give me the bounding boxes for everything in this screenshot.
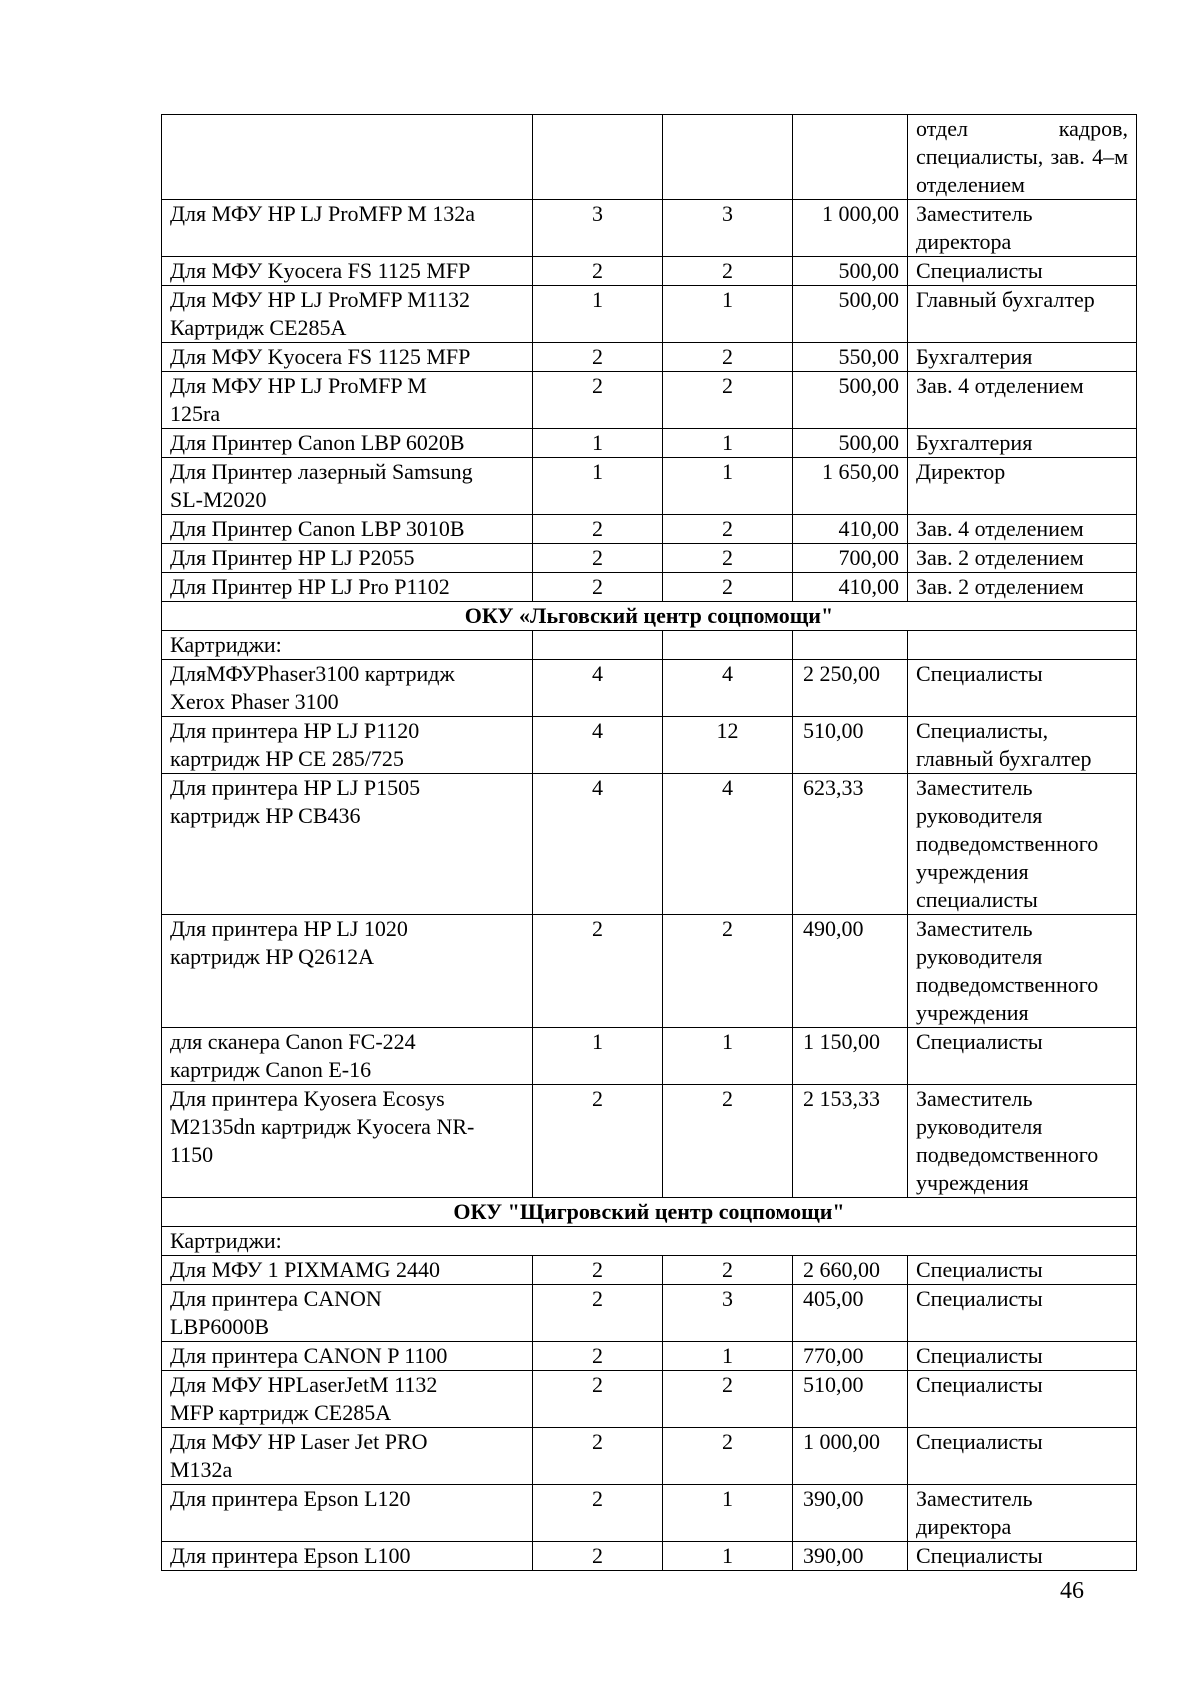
quantity-2-cell: 12: [663, 717, 793, 774]
item-name-cell: [162, 115, 533, 200]
quantity-cell: 2: [533, 915, 663, 1028]
price-cell: 500,00: [793, 372, 908, 429]
quantity-cell: [533, 115, 663, 200]
quantity-2-cell: 2: [663, 257, 793, 286]
table-row: [162, 429, 1137, 458]
quantity-2-cell: 3: [663, 1285, 793, 1342]
item-name-cell: Для принтера CANON LBP6000B: [162, 1285, 533, 1342]
item-name-cell: Для МФУ Kyocera FS 1125 MFP: [162, 257, 533, 286]
section-heading-row: [162, 1198, 1137, 1227]
recipient-cell: Специалисты: [908, 257, 1137, 286]
price-cell: 770,00: [793, 1342, 908, 1371]
price-cell: 500,00: [793, 429, 908, 458]
price-cell: 510,00: [793, 1371, 908, 1428]
price-cell: 510,00: [793, 717, 908, 774]
table-row: [162, 1428, 1137, 1485]
item-name-cell: Для МФУ HP LJ ProMFP M1132 Картридж CE285A: [162, 286, 533, 343]
item-name-cell: Для МФУ HP LJ ProMFP M 125ra: [162, 372, 533, 429]
price-cell: 550,00: [793, 343, 908, 372]
table-row: [162, 1371, 1137, 1428]
quantity-cell: 3: [533, 200, 663, 257]
quantity-2-cell: 1: [663, 286, 793, 343]
quantity-cell: 2: [533, 343, 663, 372]
price-cell: 500,00: [793, 257, 908, 286]
price-cell: 490,00: [793, 915, 908, 1028]
price-cell: 410,00: [793, 573, 908, 602]
table-row: [162, 544, 1137, 573]
price-cell: 2 660,00: [793, 1256, 908, 1285]
quantity-2-cell: 2: [663, 544, 793, 573]
quantity-2-cell: [663, 115, 793, 200]
price-cell: 700,00: [793, 544, 908, 573]
price-cell: 390,00: [793, 1485, 908, 1542]
recipient-cell: Зав. 2 отделением: [908, 573, 1137, 602]
quantity-2-cell: 3: [663, 200, 793, 257]
quantity-cell: 1: [533, 1028, 663, 1085]
quantity-2-cell: 2: [663, 1428, 793, 1485]
quantity-cell: 2: [533, 1285, 663, 1342]
quantity-cell: 4: [533, 774, 663, 915]
price-cell: 1 650,00: [793, 458, 908, 515]
recipient-cell: Специалисты: [908, 1342, 1137, 1371]
item-name-cell: Для принтера CANON P 1100: [162, 1342, 533, 1371]
table-row: [162, 1256, 1137, 1285]
table-row: [162, 1028, 1137, 1085]
table-row: [162, 774, 1137, 915]
item-name-cell: Для Принтер HP LJ P2055: [162, 544, 533, 573]
table-row: [162, 1285, 1137, 1342]
section-heading: ОКУ "Щигровский центр соцпомощи": [162, 1198, 1137, 1227]
price-cell: 1 150,00: [793, 1028, 908, 1085]
quantity-cell: 2: [533, 257, 663, 286]
item-name-cell: ДляМФУPhaser3100 картридж Xerox Phaser 3100: [162, 660, 533, 717]
item-name-cell: Для Принтер HP LJ Pro P1102: [162, 573, 533, 602]
quantity-cell: 2: [533, 372, 663, 429]
quantity-2-cell: 1: [663, 1542, 793, 1571]
quantity-cell: 1: [533, 429, 663, 458]
item-name-cell: Для принтера Kyosera Ecosys M2135dn картридж Kyocera NR- 1150: [162, 1085, 533, 1198]
recipient-cell: Директор: [908, 458, 1137, 515]
table-row: [162, 257, 1137, 286]
price-cell: [793, 115, 908, 200]
item-name-cell: Для МФУ HPLaserJetM 1132 MFP картридж CE285A: [162, 1371, 533, 1428]
quantity-cell: 4: [533, 660, 663, 717]
recipient-cell: Специалисты: [908, 1542, 1137, 1571]
item-name-cell: Для принтера HP LJ 1020 картридж HP Q2612A: [162, 915, 533, 1028]
recipient-cell: [908, 631, 1137, 660]
quantity-2-cell: 1: [663, 1028, 793, 1085]
cartridge-table: [161, 114, 1137, 1571]
table-row: [162, 1085, 1137, 1198]
recipient-cell: Специалисты: [908, 1256, 1137, 1285]
quantity-2-cell: 2: [663, 515, 793, 544]
quantity-2-cell: 1: [663, 1485, 793, 1542]
price-cell: 2 153,33: [793, 1085, 908, 1198]
price-cell: 2 250,00: [793, 660, 908, 717]
quantity-2-cell: 2: [663, 1256, 793, 1285]
quantity-2-cell: 4: [663, 660, 793, 717]
quantity-2-cell: 2: [663, 343, 793, 372]
item-name-cell: Для МФУ Kyocera FS 1125 MFP: [162, 343, 533, 372]
table-row: [162, 1485, 1137, 1542]
recipient-cell: Заместитель руководителя подведомственного учреждения специалисты: [908, 774, 1137, 915]
quantity-2-cell: 1: [663, 1342, 793, 1371]
table-row: [162, 115, 1137, 200]
quantity-2-cell: 2: [663, 1371, 793, 1428]
item-name-cell: Для МФУ 1 PIXMAMG 2440: [162, 1256, 533, 1285]
item-name-cell: Для принтера Epson L120: [162, 1485, 533, 1542]
recipient-cell: Бухгалтерия: [908, 343, 1137, 372]
recipient-cell: Специалисты: [908, 1028, 1137, 1085]
table-body: [162, 115, 1137, 1571]
price-cell: 500,00: [793, 286, 908, 343]
quantity-2-cell: 1: [663, 429, 793, 458]
item-name-cell: Для Принтер Canon LBP 3010B: [162, 515, 533, 544]
item-name-cell: Для Принтер Canon LBP 6020B: [162, 429, 533, 458]
page-number: 46: [1060, 1578, 1084, 1604]
quantity-cell: 2: [533, 573, 663, 602]
recipient-cell: Зав. 4 отделением: [908, 515, 1137, 544]
section-heading: ОКУ «Льговский центр соцпомощи": [162, 602, 1137, 631]
table-row: [162, 1542, 1137, 1571]
table-row: [162, 343, 1137, 372]
recipient-cell: Зав. 4 отделением: [908, 372, 1137, 429]
table-row: [162, 458, 1137, 515]
price-cell: 390,00: [793, 1542, 908, 1571]
category-row: [162, 1227, 1137, 1256]
price-cell: 1 000,00: [793, 200, 908, 257]
price-cell: [793, 631, 908, 660]
table-row: [162, 1342, 1137, 1371]
table-row: [162, 660, 1137, 717]
item-name-cell: Для Принтер лазерный Samsung SL-M2020: [162, 458, 533, 515]
price-cell: 623,33: [793, 774, 908, 915]
quantity-2-cell: 2: [663, 1085, 793, 1198]
recipient-cell: Заместитель руководителя подведомственного учреждения: [908, 915, 1137, 1028]
quantity-cell: 2: [533, 1485, 663, 1542]
quantity-cell: 1: [533, 458, 663, 515]
price-cell: 410,00: [793, 515, 908, 544]
quantity-2-cell: [663, 631, 793, 660]
item-name-cell: Для МФУ HP Laser Jet PRO M132a: [162, 1428, 533, 1485]
quantity-cell: 2: [533, 1085, 663, 1198]
recipient-cell: Заместитель директора: [908, 1485, 1137, 1542]
recipient-cell: Зав. 2 отделением: [908, 544, 1137, 573]
recipient-cell: Специалисты: [908, 1285, 1137, 1342]
item-name-cell: для сканера Canon FC-224 картридж Canon E-16: [162, 1028, 533, 1085]
recipient-cell: Специалисты: [908, 660, 1137, 717]
recipient-cell: Главный бухгалтер: [908, 286, 1137, 343]
quantity-2-cell: 2: [663, 372, 793, 429]
item-name-cell: Для принтера HP LJ P1120 картридж HP CE 285/725: [162, 717, 533, 774]
quantity-cell: 4: [533, 717, 663, 774]
quantity-2-cell: 2: [663, 573, 793, 602]
recipient-cell: Заместитель руководителя подведомственного учреждения: [908, 1085, 1137, 1198]
quantity-cell: 2: [533, 1256, 663, 1285]
item-name-cell: Для МФУ HP LJ ProMFP M 132a: [162, 200, 533, 257]
table-row: [162, 515, 1137, 544]
recipient-cell: Специалисты, главный бухгалтер: [908, 717, 1137, 774]
quantity-cell: [533, 631, 663, 660]
quantity-2-cell: 4: [663, 774, 793, 915]
recipient-cell: Специалисты: [908, 1371, 1137, 1428]
item-name-cell: Для принтера Epson L100: [162, 1542, 533, 1571]
table-row: [162, 631, 1137, 660]
table-row: [162, 372, 1137, 429]
price-cell: 1 000,00: [793, 1428, 908, 1485]
table-row: [162, 915, 1137, 1028]
price-cell: 405,00: [793, 1285, 908, 1342]
table-row: [162, 717, 1137, 774]
recipient-cell: Заместитель директора: [908, 200, 1137, 257]
item-name-cell: Картриджи:: [162, 631, 533, 660]
table-row: [162, 286, 1137, 343]
recipient-cell: Бухгалтерия: [908, 429, 1137, 458]
recipient-cell: Специалисты: [908, 1428, 1137, 1485]
table-row: [162, 573, 1137, 602]
category-label: Картриджи:: [162, 1227, 1137, 1256]
quantity-cell: 2: [533, 515, 663, 544]
section-heading-row: [162, 602, 1137, 631]
item-name-cell: Для принтера HP LJ P1505 картридж HP CB436: [162, 774, 533, 915]
quantity-cell: 2: [533, 1428, 663, 1485]
table-row: [162, 200, 1137, 257]
quantity-cell: 2: [533, 1371, 663, 1428]
quantity-cell: 2: [533, 544, 663, 573]
quantity-cell: 2: [533, 1542, 663, 1571]
quantity-cell: 2: [533, 1342, 663, 1371]
quantity-2-cell: 1: [663, 458, 793, 515]
quantity-2-cell: 2: [663, 915, 793, 1028]
recipient-cell: отдел кадров, специалисты, зав. 4–м отделением: [908, 115, 1137, 200]
quantity-cell: 1: [533, 286, 663, 343]
